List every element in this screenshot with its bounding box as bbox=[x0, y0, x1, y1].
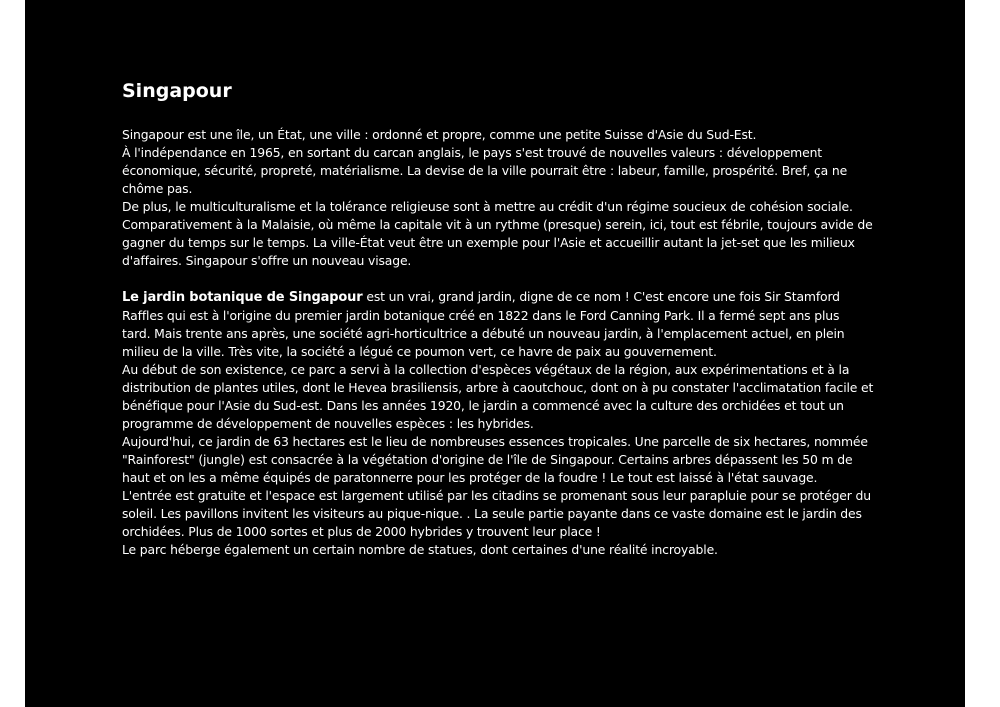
page-title: Singapour bbox=[122, 80, 232, 102]
garden-first-line bbox=[122, 288, 887, 307]
document-content bbox=[122, 78, 887, 559]
intro-line: d'affaires. Singapour s'offre un nouveau visage. bbox=[122, 253, 412, 268]
intro-line: économique, sécurité, propreté, matérialisme. La devise de la ville pourrait être : labeur, famille, prospérité. Bref, ça ne bbox=[122, 163, 848, 178]
intro-line: Singapour est une île, un État, une ville : ordonné et propre, comme une petite Suisse d'Asie du Sud-Est. bbox=[122, 127, 757, 142]
garden-line: soleil. Les pavillons invitent les visiteurs au pique-nique. . La seule partie payante dans ce vaste domaine est le jardin des bbox=[122, 506, 862, 521]
garden-line: Le parc héberge également un certain nombre de statues, dont certaines d'une réalité incroyable. bbox=[122, 542, 718, 557]
garden-line: tard. Mais trente ans après, une société agri-horticultrice a débuté un nouveau jardin, à l'emplacement actuel, en plein bbox=[122, 326, 845, 341]
garden-line: bénéfique pour l'Asie du Sud-est. Dans les années 1920, le jardin a commencé avec la culture des orchidées et tout un bbox=[122, 398, 844, 413]
intro-line: De plus, le multiculturalisme et la tolérance religieuse sont à mettre au crédit d'un régime soucieux de cohésion sociale. bbox=[122, 199, 853, 214]
garden-line: Au début de son existence, ce parc a servi à la collection d'espèces végétaux de la région, aux expérimentations et à la bbox=[122, 362, 850, 377]
garden-line: orchidées. Plus de 1000 sortes et plus de 2000 hybrides y trouvent leur place ! bbox=[122, 524, 601, 539]
garden-line: distribution de plantes utiles, dont le Hevea brasiliensis, arbre à caoutchouc, dont on à pu constater l'acclimatation facile et bbox=[122, 380, 874, 395]
document-page bbox=[25, 0, 965, 707]
garden-line: milieu de la ville. Très vite, la société a légué ce poumon vert, ce havre de paix au gouvernement. bbox=[122, 344, 717, 359]
garden-paragraph bbox=[122, 288, 887, 559]
garden-line: Raffles qui est à l'origine du premier jardin botanique créé en 1822 dans le Ford Canning Park. Il a fermé sept ans plus bbox=[122, 308, 840, 323]
intro-line: chôme pas. bbox=[122, 181, 193, 196]
garden-line: Aujourd'hui, ce jardin de 63 hectares est le lieu de nombreuses essences tropicales. Une parcelle de six hectares, nommée bbox=[122, 434, 868, 449]
garden-first-line-text: est un vrai, grand jardin, digne de ce nom ! C'est encore une fois Sir Stamford bbox=[362, 289, 840, 304]
garden-line: "Rainforest" (jungle) est consacrée à la végétation d'origine de l'île de Singapour. Certains arbres dépassent les 50 m de bbox=[122, 452, 853, 467]
intro-line: Comparativement à la Malaisie, où même la capitale vit à un rythme (presque) serein, ici, tout est fébrile, toujours avide de bbox=[122, 217, 873, 232]
garden-line: L'entrée est gratuite et l'espace est largement utilisé par les citadins se promenant sous leur parapluie pour se protéger du bbox=[122, 488, 871, 503]
intro-paragraph bbox=[122, 126, 887, 270]
intro-line: À l'indépendance en 1965, en sortant du carcan anglais, le pays s'est trouvé de nouvelles valeurs : développement bbox=[122, 145, 822, 160]
garden-line: haut et on les a même équipés de paratonnerre pour les protéger de la foudre ! Le tout est laissé à l'état sauvage. bbox=[122, 470, 818, 485]
garden-heading: Le jardin botanique de Singapour bbox=[122, 290, 363, 305]
garden-line: programme de développement de nouvelles espèces : les hybrides. bbox=[122, 416, 534, 431]
paragraph-spacer bbox=[122, 270, 887, 288]
intro-line: gagner du temps sur le temps. La ville-État veut être un exemple pour l'Asie et accueillir autant la jet-set que les milieux bbox=[122, 235, 855, 250]
